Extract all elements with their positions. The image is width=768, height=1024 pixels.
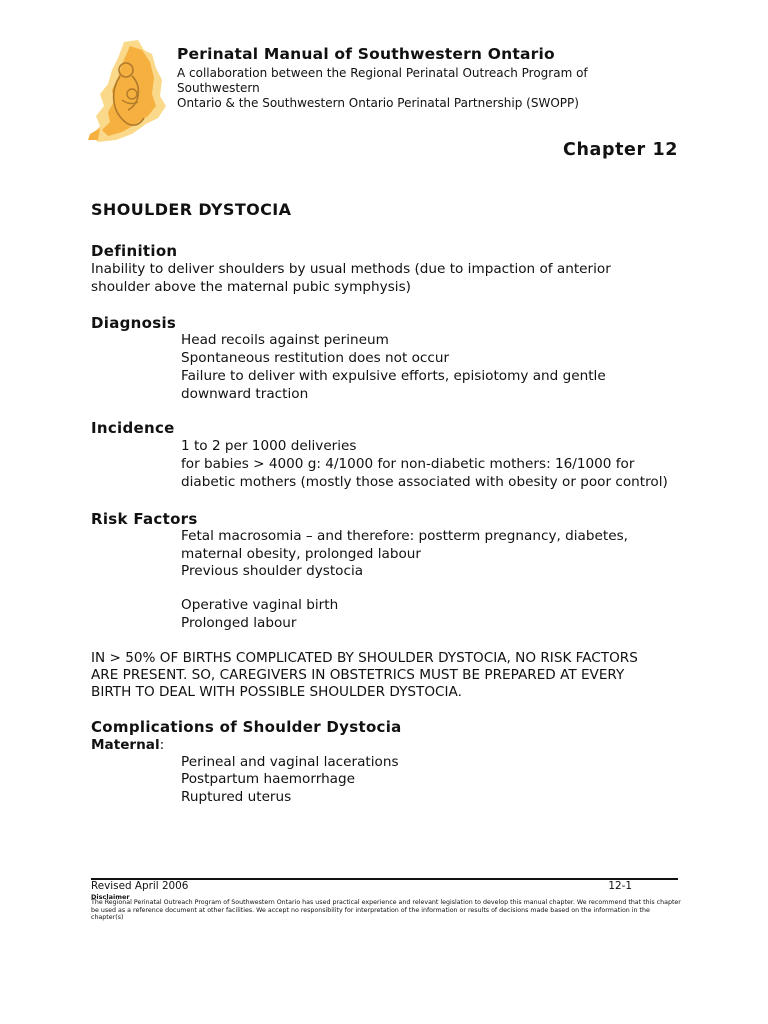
manual-subtitle	[177, 66, 657, 111]
warning-text: BIRTH TO DEAL WITH POSSIBLE SHOULDER DYSTOCIA.	[91, 684, 462, 700]
risk-factor-item: Operative vaginal birth	[181, 597, 339, 613]
diagnosis-item: Spontaneous restitution does not occur	[181, 350, 450, 366]
manual-title: Perinatal Manual of Southwestern Ontario	[177, 45, 555, 63]
risk-factor-item: maternal obesity, prolonged labour	[181, 546, 421, 562]
disclaimer-text: The Regional Perinatal Outreach Program of Southwestern Ontario has used practical experience and relevant legislation to develop this manual chapter. We recommend that this chapter be used as a reference document at other facilities. We accept no responsibility for interpretation of the information or results of decisions made based on the information in the chapter(s)	[91, 899, 681, 922]
page-title: SHOULDER DYSTOCIA	[91, 200, 292, 219]
warning-text: IN > 50% OF BIRTHS COMPLICATED BY SHOULDER DYSTOCIA, NO RISK FACTORS	[91, 650, 638, 666]
manual-subtitle-line: Ontario & the Southwestern Ontario Perinatal Partnership (SWOPP)	[177, 96, 579, 110]
manual-subtitle-line: A collaboration between the Regional Perinatal Outreach Program of Southwestern	[177, 66, 588, 95]
maternal-label: Maternal	[91, 737, 160, 753]
maternal-subheading	[91, 737, 164, 755]
maternal-colon: :	[159, 737, 165, 753]
incidence-heading: Incidence	[91, 419, 175, 437]
maternal-complication-item: Ruptured uterus	[181, 789, 292, 805]
incidence-item: for babies > 4000 g: 4/1000 for non-diabetic mothers: 16/1000 for	[181, 456, 635, 472]
mother-and-baby-ontario-logo	[86, 40, 168, 142]
maternal-complication-item: Postpartum haemorrhage	[181, 771, 356, 787]
risk-factor-item: Fetal macrosomia – and therefore: postterm pregnancy, diabetes,	[181, 528, 628, 544]
maternal-complication-item: Perineal and vaginal lacerations	[181, 754, 399, 770]
incidence-item: diabetic mothers (mostly those associated with obesity or poor control)	[181, 474, 668, 490]
complications-heading: Complications of Shoulder Dystocia	[91, 718, 402, 736]
definition-text: Inability to deliver shoulders by usual methods (due to impaction of anterior	[91, 261, 611, 277]
diagnosis-item: Head recoils against perineum	[181, 332, 389, 348]
risk-factor-item: Previous shoulder dystocia	[181, 563, 364, 579]
disclaimer-title: Disclaimer	[91, 893, 130, 901]
diagnosis-item: Failure to deliver with expulsive efforts, episiotomy and gentle	[181, 368, 606, 384]
diagnosis-heading: Diagnosis	[91, 314, 177, 332]
warning-text: ARE PRESENT. SO, CAREGIVERS IN OBSTETRICS MUST BE PREPARED AT EVERY	[91, 667, 625, 683]
page-number: 12-1	[608, 880, 632, 892]
incidence-item: 1 to 2 per 1000 deliveries	[181, 438, 357, 454]
risk-factors-heading: Risk Factors	[91, 510, 198, 528]
chapter-label: Chapter 12	[563, 140, 678, 160]
revised-date: Revised April 2006	[91, 880, 189, 892]
diagnosis-item: downward traction	[181, 386, 309, 402]
risk-factor-item: Prolonged labour	[181, 615, 297, 631]
definition-heading: Definition	[91, 242, 178, 260]
definition-text: shoulder above the maternal pubic symphysis)	[91, 279, 411, 295]
